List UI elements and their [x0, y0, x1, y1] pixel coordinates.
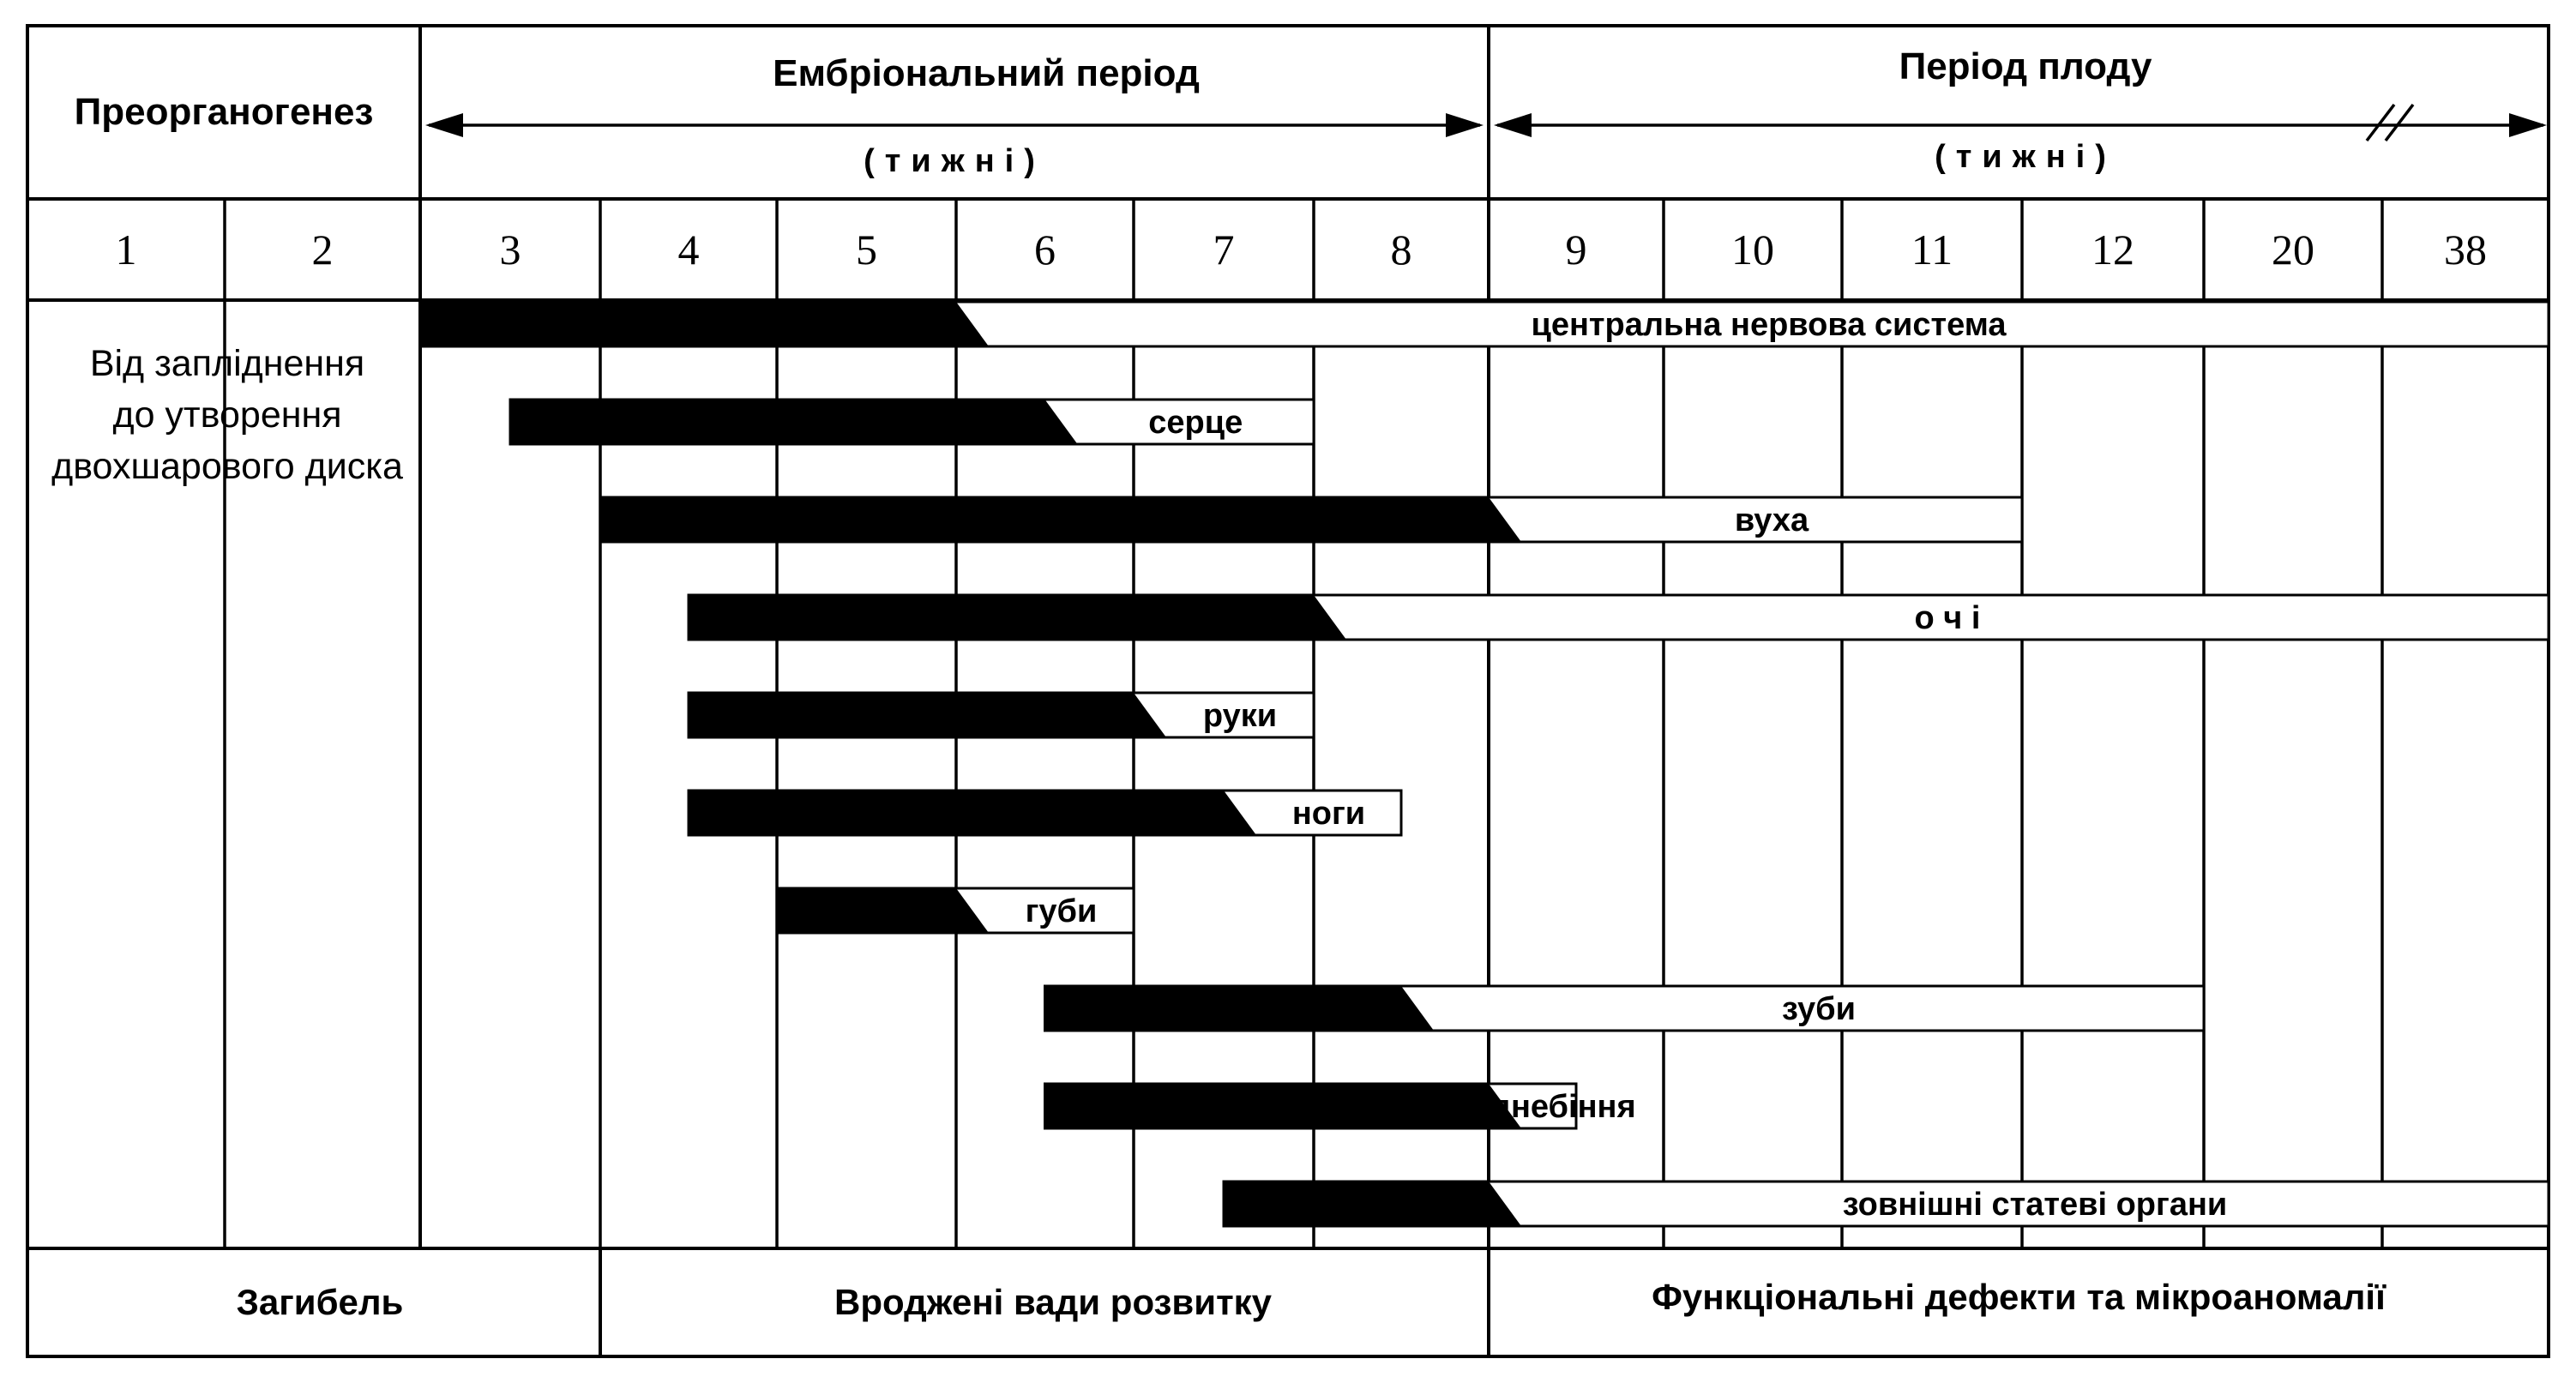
critical-period-bar [1045, 986, 1435, 1031]
organ-label: о ч і [1914, 600, 1981, 636]
week-number-7: 7 [1213, 225, 1235, 274]
embryonic-period-arrow [425, 113, 1484, 137]
organ-label: вуха [1734, 502, 1809, 538]
week-number-10: 10 [1731, 225, 1774, 274]
embryonic-period-title: Ембріональний період [773, 52, 1200, 94]
footer-congenital-defects: Вроджені вади розвитку [834, 1282, 1273, 1322]
organ-row-10 [1224, 1182, 2549, 1226]
footer-functional-defects: Функціональні дефекти та мікроаномалії [1652, 1277, 2386, 1317]
organ-label: центральна нервова система [1531, 307, 2007, 343]
table-frame [27, 26, 2549, 1356]
organ-label: серце [1148, 405, 1243, 441]
organ-label: зуби [1782, 991, 1856, 1027]
organ-row-8 [1045, 986, 2205, 1031]
week-number-5: 5 [856, 225, 877, 274]
preorganogenesis-description-line-3: двохшарового диска [51, 446, 403, 487]
fetal-period-title: Період плоду [1899, 45, 2152, 87]
critical-period-bar [689, 693, 1166, 737]
critical-period-bar [600, 497, 1521, 542]
critical-period-bar [510, 400, 1078, 444]
week-number-4: 4 [677, 225, 700, 274]
week-numbers [116, 225, 2488, 274]
organ-label: піднебіння [1461, 1089, 1636, 1125]
preorganogenesis-description-line-1: Від запліднення [89, 343, 365, 384]
organ-bars [420, 302, 2549, 1226]
organ-row-5 [689, 693, 1314, 737]
fetal-period-arrow [1494, 105, 2547, 141]
footer-death: Загибель [236, 1282, 404, 1322]
critical-period-bar [1045, 1084, 1522, 1128]
week-number-6: 6 [1034, 225, 1056, 274]
organ-row-9 [1045, 1084, 1636, 1128]
critical-period-bar [1224, 1182, 1521, 1226]
week-number-2: 2 [311, 225, 334, 274]
organ-row-7 [777, 888, 1134, 933]
organ-row-2 [510, 400, 1314, 444]
organ-row-4 [689, 595, 2549, 640]
week-number-38: 38 [2444, 225, 2487, 274]
critical-period-bar [777, 888, 989, 933]
weeks-caption-embryonic: (тижні) [864, 143, 1045, 179]
critical-period-bar [420, 302, 989, 346]
critical-period-bar [689, 595, 1346, 640]
organ-row-6 [689, 791, 1401, 835]
organ-row-1 [420, 302, 2549, 346]
week-number-1: 1 [115, 225, 137, 274]
organ-row-3 [600, 497, 2022, 542]
week-number-3: 3 [499, 225, 521, 274]
week-number-9: 9 [1565, 225, 1587, 274]
organ-label: зовнішні статеві органи [1842, 1187, 2228, 1223]
critical-period-bar [689, 791, 1256, 835]
week-number-20: 20 [2272, 225, 2314, 274]
preorganogenesis-title: Преорганогенез [74, 91, 374, 133]
week-number-12: 12 [2091, 225, 2134, 274]
week-number-11: 11 [1911, 225, 1953, 274]
organ-label: руки [1202, 698, 1278, 734]
preorganogenesis-description-line-2: до утворення [112, 394, 342, 436]
week-number-8: 8 [1390, 225, 1412, 274]
organ-label: ноги [1291, 796, 1366, 832]
organ-label: губи [1025, 893, 1098, 929]
weeks-caption-fetal: (тижні) [1935, 139, 2116, 175]
